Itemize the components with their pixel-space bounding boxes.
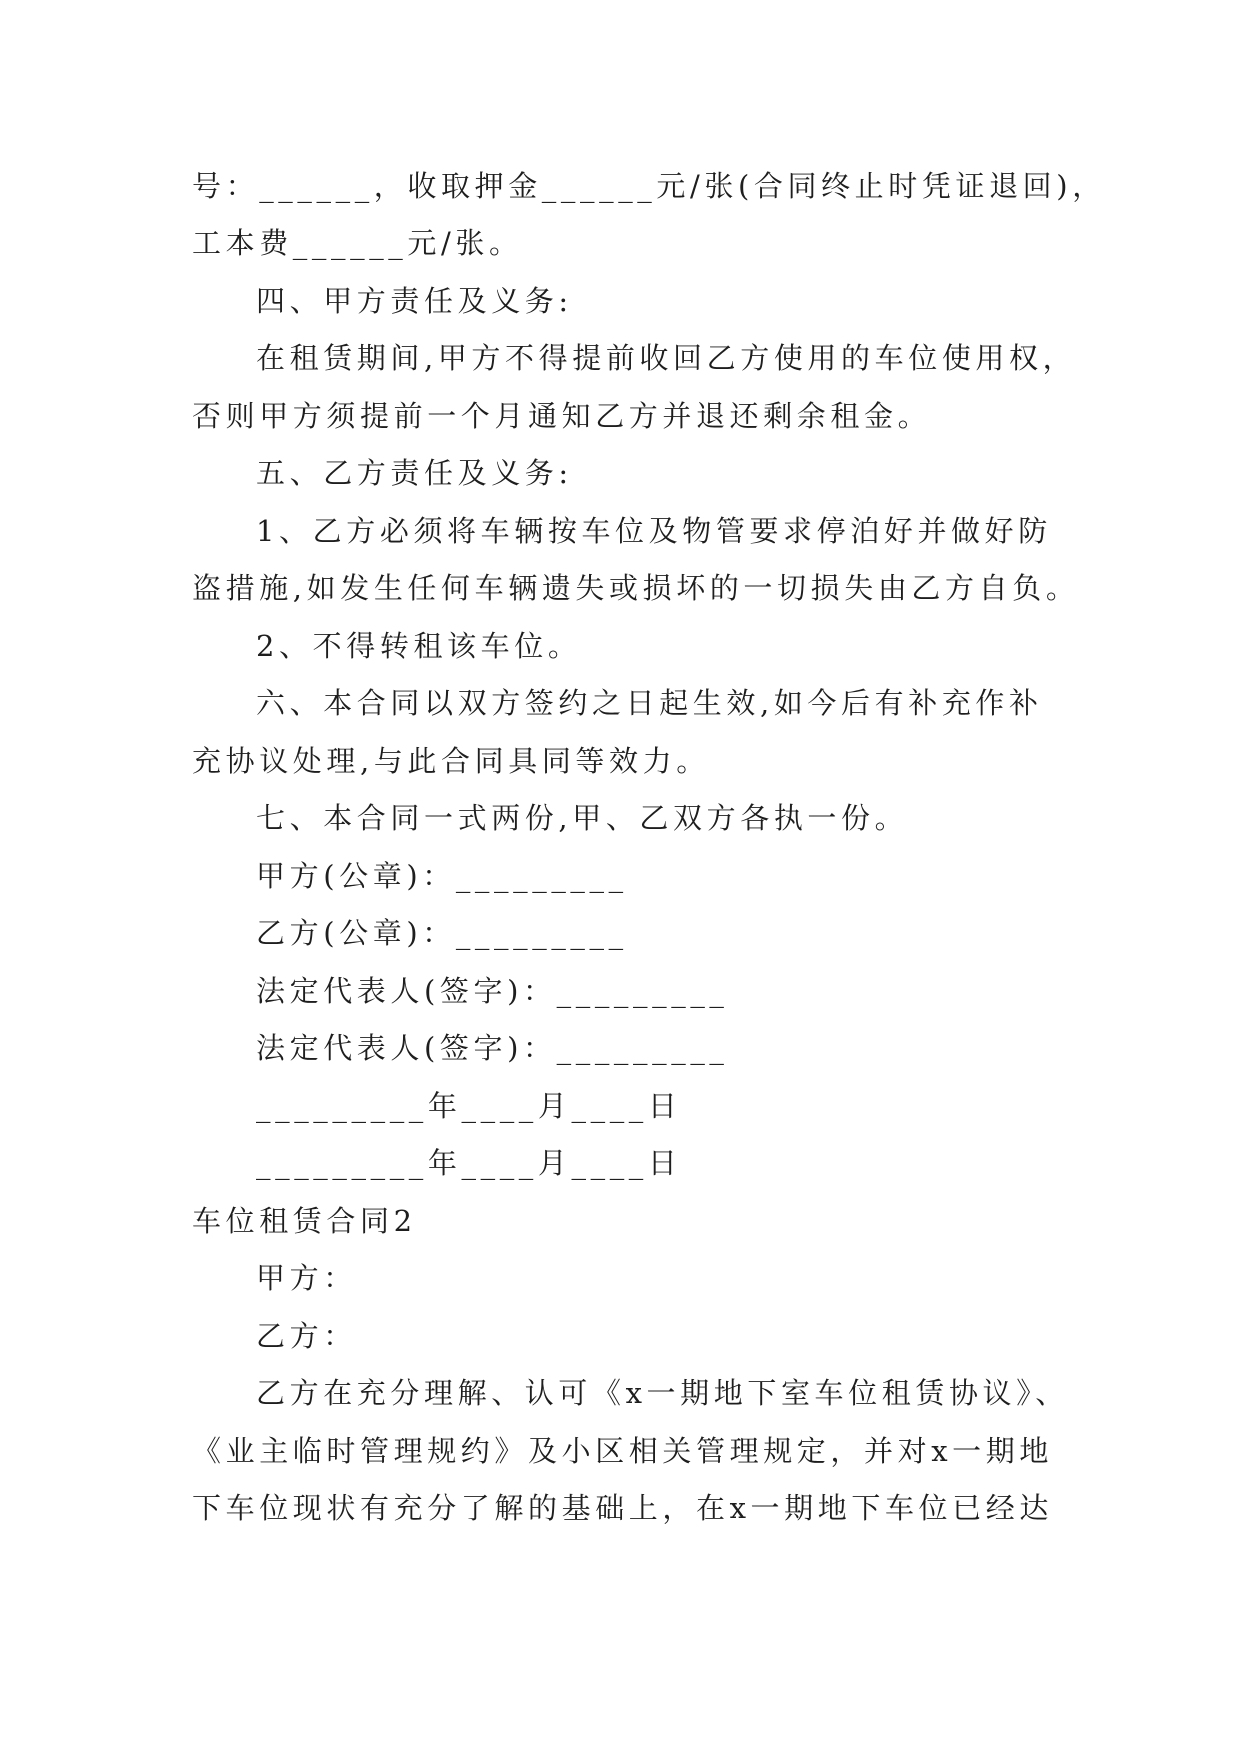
text-line: 六、本合同以双方签约之日起生效,如今后有补充作补 bbox=[256, 686, 1043, 720]
text-line: 工本费______元/张。 bbox=[192, 226, 523, 260]
section-heading: 五、乙方责任及义务: bbox=[256, 456, 573, 490]
party-a-label: 甲方： bbox=[256, 1261, 357, 1295]
text-line: 下车位现状有充分了解的基础上，在x一期地下车位已经达 bbox=[192, 1491, 1053, 1525]
signature-line: 乙方(公章)：_________ bbox=[256, 916, 628, 950]
signature-line: 法定代表人(签字)：_________ bbox=[256, 974, 729, 1008]
text-line: 盗措施,如发生任何车辆遗失或损坏的一切损失由乙方自负。 bbox=[192, 571, 1080, 605]
date-line: _________年____月____日 bbox=[256, 1146, 682, 1180]
text-line: 《业主临时管理规约》及小区相关管理规定，并对x一期地 bbox=[192, 1434, 1053, 1468]
text-line: 乙方在充分理解、认可《x一期地下室车位租赁协议》、 bbox=[256, 1376, 1069, 1410]
date-line: _________年____月____日 bbox=[256, 1089, 682, 1123]
party-b-label: 乙方： bbox=[256, 1319, 357, 1353]
text-line: 七、本合同一式两份,甲、乙双方各执一份。 bbox=[256, 801, 909, 835]
text-line: 号：______，收取押金______元/张(合同终止时凭证退回)， bbox=[192, 169, 1106, 203]
signature-line: 法定代表人(签字)：_________ bbox=[256, 1031, 729, 1065]
text-line: 充协议处理,与此合同具同等效力。 bbox=[192, 744, 710, 778]
contract-title: 车位租赁合同2 bbox=[192, 1204, 417, 1238]
text-line: 2、不得转租该车位。 bbox=[256, 629, 582, 663]
section-heading: 四、甲方责任及义务: bbox=[256, 284, 573, 318]
text-line: 1、乙方必须将车辆按车位及物管要求停泊好并做好防 bbox=[256, 514, 1052, 548]
text-line: 否则甲方须提前一个月通知乙方并退还剩余租金。 bbox=[192, 399, 932, 433]
text-line: 在租赁期间,甲方不得提前收回乙方使用的车位使用权， bbox=[256, 341, 1077, 375]
signature-line: 甲方(公章)：_________ bbox=[256, 859, 628, 893]
